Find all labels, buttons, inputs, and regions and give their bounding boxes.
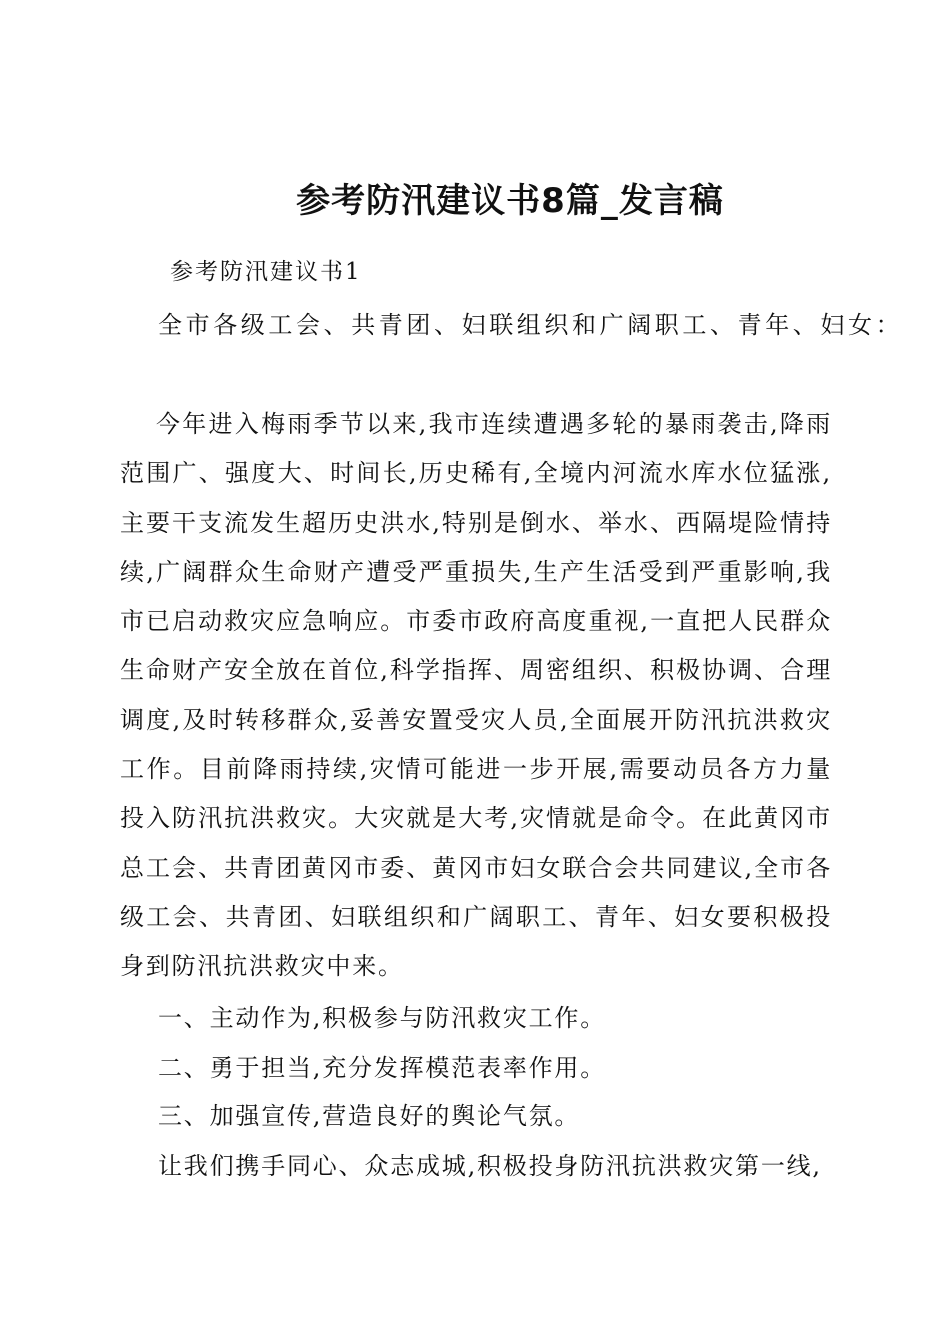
body-paragraph: 今年进入梅雨季节以来,我市连续遭遇多轮的暴雨袭击,降雨范围广、强度大、时间长,历史稀有,全境内河流水库水位猛涨,主要干支流发生超历史洪水,特别是倒水、举水、西隔堤险情持续,广阔群众生命财产遭受严重损失,生产生活受到严重影响,我市已启动救灾应急响应。市委市政府高度重视,一直把人民群众生命财产安全放在首位,科学指挥、周密组织、积极协调、合理调度,及时转移群众,妥善安置受灾人员,全面展开防汛抗洪救灾工作。目前降雨持续,灾情可能进一步开展,需要动员各方力量投入防汛抗洪救灾。大灾就是大考,灾情就是命令。在此黄冈市总工会、共青团黄冈市委、黄冈市妇女联合会共同建议,全市各级工会、共青团、妇联组织和广阔职工、青年、妇女要积极投身到防汛抗洪救灾中来。 xyxy=(120,410,832,981)
document-subtitle: 参考防汛建议书1 xyxy=(170,259,362,285)
closing-line: 让我们携手同心、众志成城,积极投身防汛抗洪救灾第一线, xyxy=(158,1152,822,1180)
point-item-1: 一、主动作为,积极参与防汛救灾工作。 xyxy=(158,1004,607,1032)
point-item-3: 三、加强宣传,营造良好的舆论气氛。 xyxy=(158,1102,581,1130)
salutation-line: 全市各级工会、共青团、妇联组织和广阔职工、青年、妇女： xyxy=(158,311,904,339)
point-item-2: 二、勇于担当,充分发挥模范表率作用。 xyxy=(158,1054,607,1082)
document-title: 参考防汛建议书8篇_发言稿 xyxy=(296,181,724,221)
